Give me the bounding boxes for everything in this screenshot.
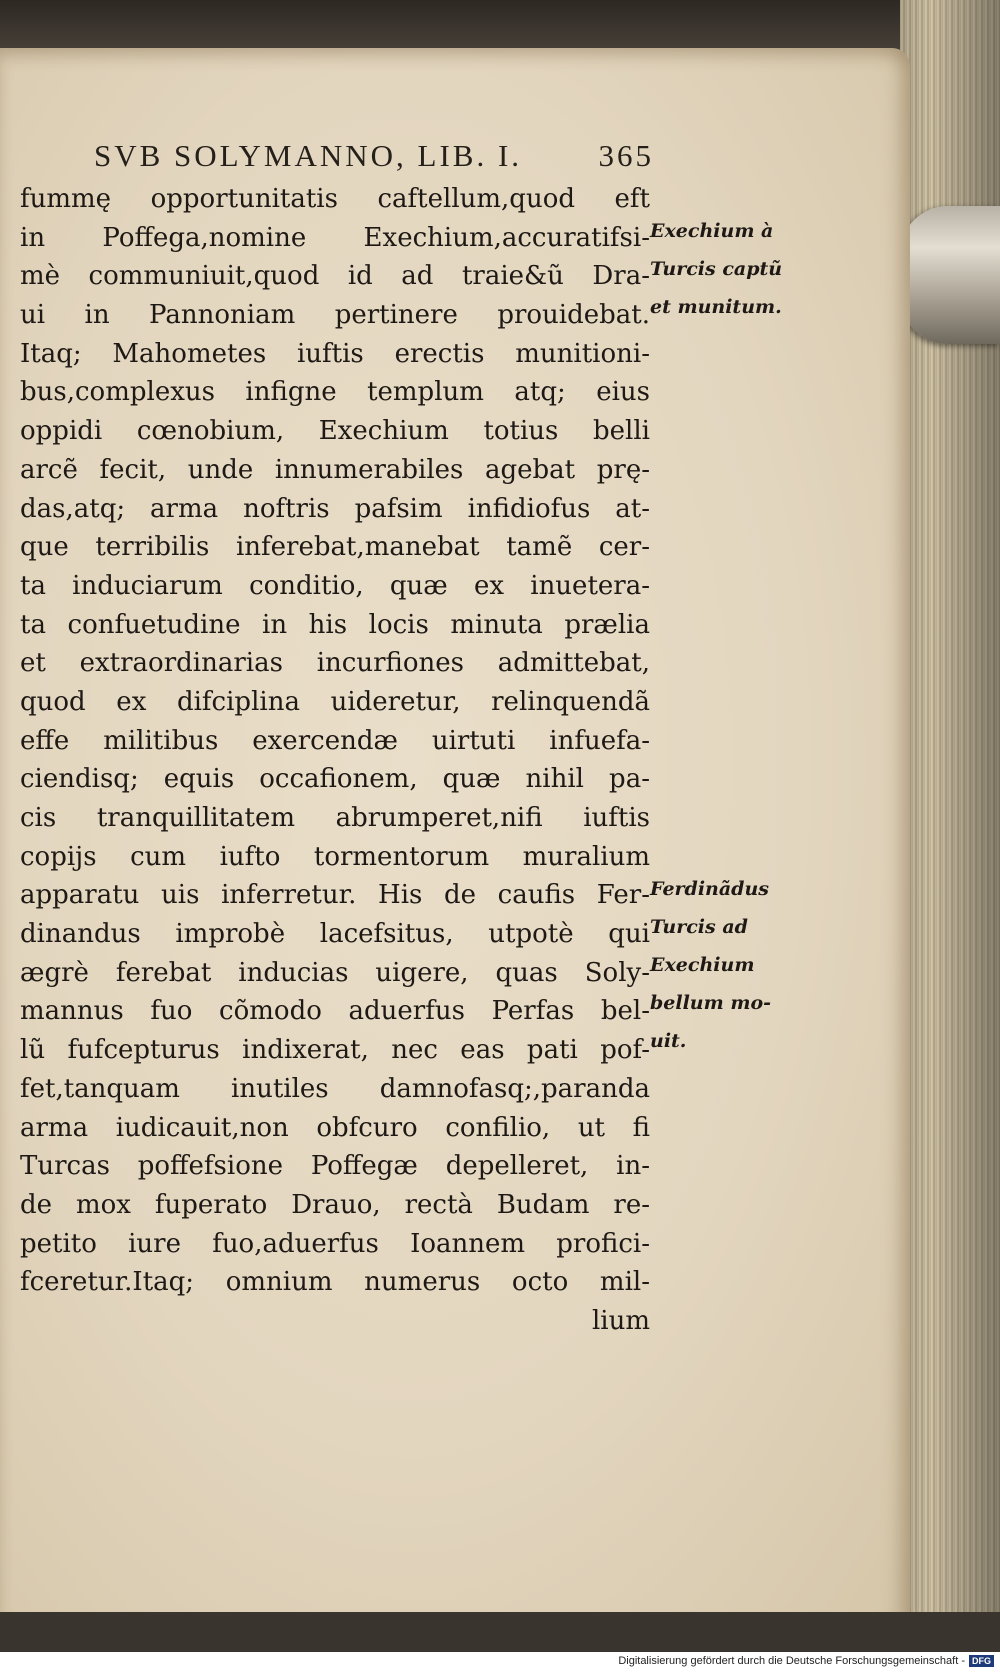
text-line: ciendisq; equis occafionem, quæ nihil pa-: [20, 764, 650, 795]
margin-note-line: Exechium à: [650, 220, 774, 242]
digitization-credit: [618, 1655, 994, 1667]
text-line: oppidi cœnobium, Exechium totius belli: [20, 416, 650, 447]
text-line: das,atq; arma noftris pafsim infidiofus at-: [20, 493, 650, 524]
margin-note-line: Turcis captũ: [650, 258, 783, 280]
margin-note-exechium: [650, 212, 800, 326]
text-line: cis tranquillitatem abrumperet,nifi iuftis: [20, 803, 650, 833]
text-line: petito iure fuo,aduerfus Ioannem profici-: [20, 1228, 650, 1259]
text-line: copijs cum iufto tormentorum muralium: [20, 841, 650, 872]
margin-note-line: bellum mo-: [650, 992, 772, 1014]
dfg-logo-badge: DFG: [969, 1655, 994, 1667]
page-number: 365: [598, 138, 654, 173]
bookmark-clip: [900, 206, 1000, 344]
text-line: ta confuetudine in his locis minuta prælia: [20, 609, 650, 640]
margin-note-line: et munitum.: [650, 296, 782, 318]
scan-bottom-shadow: [0, 1612, 1000, 1652]
text-line: ui in Pannoniam pertinere prouidebat.: [20, 300, 650, 331]
text-line: fummę opportunitatis caftellum,quod eft: [20, 184, 650, 214]
text-line: Turcas poffefsione Poffegæ depelleret, in-: [20, 1151, 650, 1182]
text-line: mannus fuo cõmodo aduerfus Perfas bel-: [20, 996, 650, 1027]
margin-note-line: uit.: [650, 1030, 687, 1052]
catchword-line: lium: [591, 1305, 650, 1336]
margin-note-line: Turcis ad: [650, 916, 748, 938]
text-line: de mox fuperato Drauo, rectà Budam re-: [20, 1189, 650, 1220]
text-line: ta induciarum conditio, quæ ex inuetera-: [20, 570, 650, 601]
body-text: [20, 180, 650, 1341]
text-line: arma iudicauit,non obfcuro confilio, ut fi: [20, 1112, 650, 1143]
credit-text: Digitalisierung gefördert durch die Deutsche Forschungsgemeinschaft -: [618, 1655, 965, 1667]
text-line: arcẽ fecit, unde innumerabiles agebat prę-: [20, 454, 650, 485]
text-line: lũ fufcepturus indixerat, nec eas pati pof-: [20, 1035, 650, 1066]
margin-note-line: Exechium: [650, 954, 755, 976]
text-line: mè communiuit,quod id ad traie&ũ Dra-: [20, 261, 650, 292]
text-line: apparatu uis inferretur. His de caufis Fer-: [20, 880, 650, 911]
text-line: Itaq; Mahometes iuftis erectis munitioni-: [20, 338, 650, 369]
margin-note-line: Ferdinãdus: [650, 878, 769, 900]
text-line: effe militibus exercendæ uirtuti infuefa-: [20, 725, 650, 756]
text-line: que terribilis inferebat,manebat tamẽ cer-: [20, 532, 650, 563]
margin-note-ferdinandus: [650, 870, 800, 1060]
text-line: in Poffega,nomine Exechium,accuratifsi-: [20, 222, 650, 253]
text-line: quod ex difciplina uideretur, relinquendã: [20, 686, 650, 717]
running-head-title: SVB SOLYMANNO, LIB. I.: [94, 138, 523, 173]
text-line: dinandus improbè lacefsitus, utpotè qui: [20, 919, 650, 950]
text-line: fceretur.Itaq; omnium numerus octo mil-: [20, 1267, 650, 1298]
text-line: ægrè ferebat inducias uigere, quas Soly-: [20, 957, 650, 988]
running-head: [94, 138, 654, 174]
text-line: fet,tanquam inutiles damnofasq;,paranda: [20, 1073, 650, 1104]
text-line: bus,complexus infigne templum atq; eius: [20, 377, 650, 408]
text-line: et extraordinarias incurfiones admittebat,: [20, 648, 650, 679]
